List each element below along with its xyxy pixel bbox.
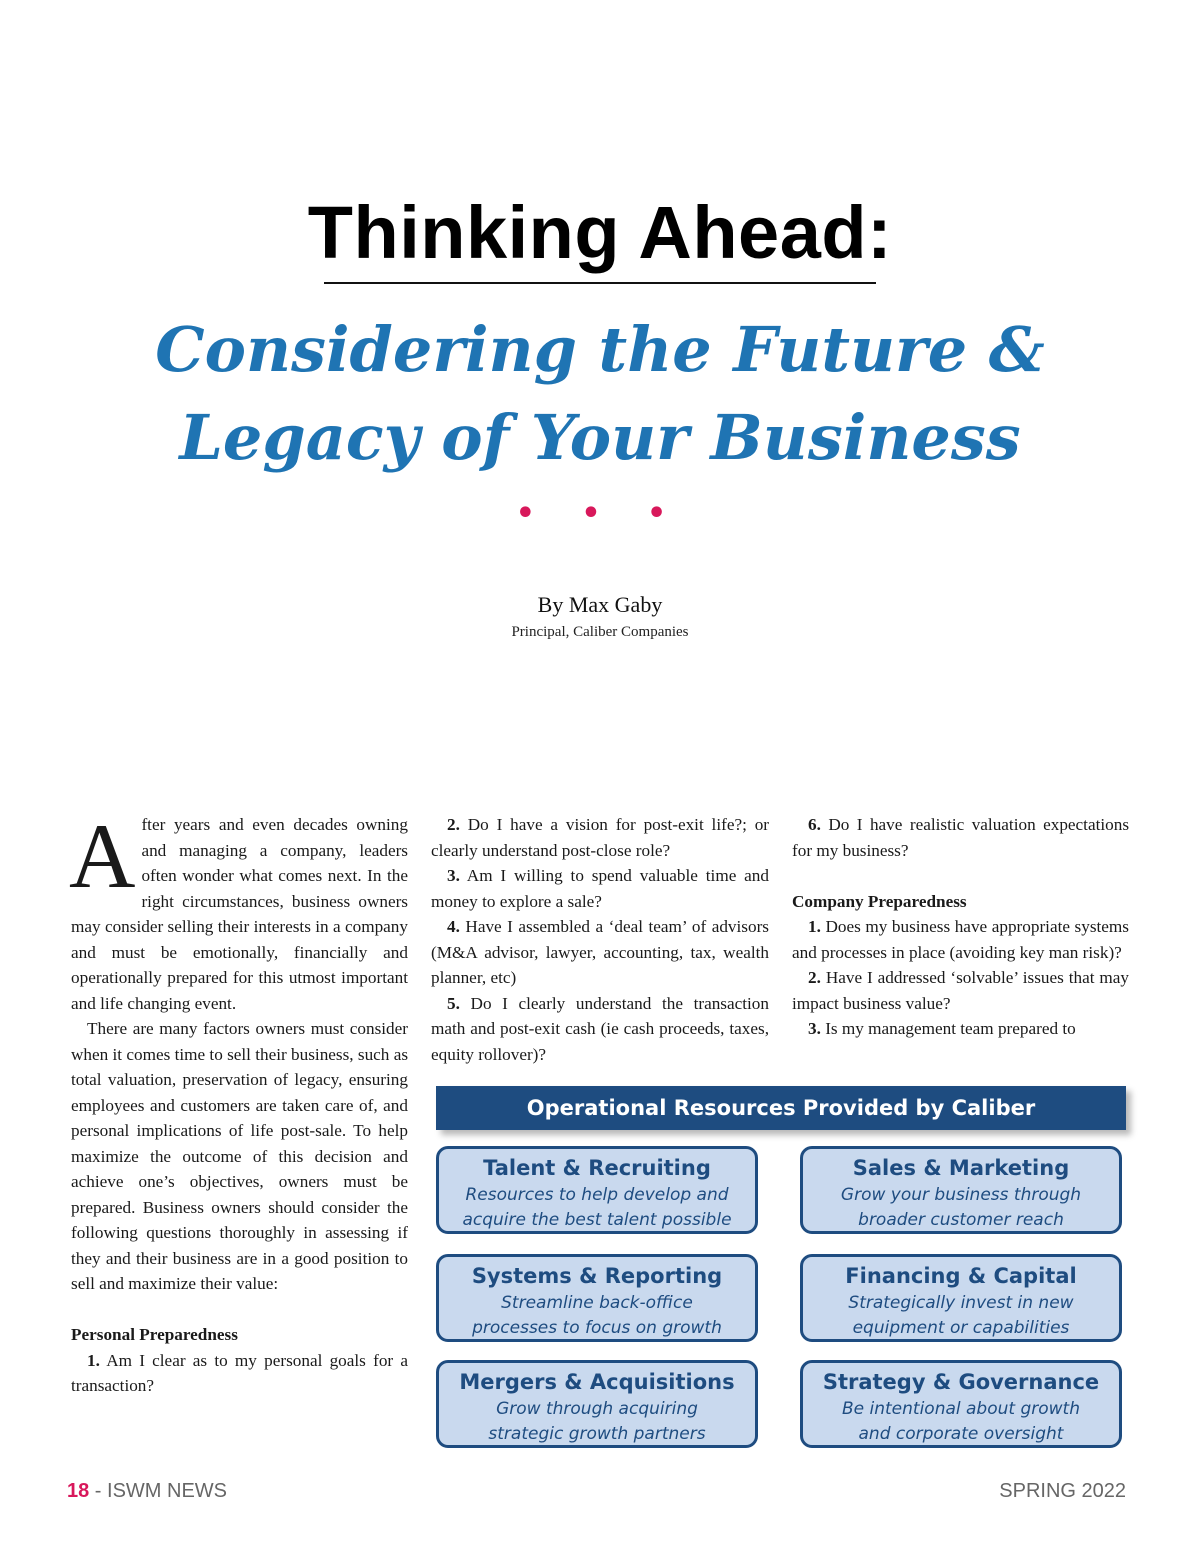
article-title: Thinking Ahead:	[307, 191, 893, 274]
resource-desc-line1: Streamline back-office	[501, 1293, 693, 1313]
question-item	[431, 991, 769, 1068]
resource-desc-line2: processes to focus on growth	[472, 1318, 722, 1338]
question-number: 2.	[808, 968, 821, 987]
article-subtitle	[0, 306, 1200, 482]
footer-issue: SPRING 2022	[999, 1480, 1126, 1502]
question-item	[792, 914, 1129, 965]
resources-banner: Operational Resources Provided by Caliber	[436, 1086, 1126, 1130]
question-number: 5.	[447, 993, 460, 1013]
decorative-dots: • • •	[515, 496, 685, 531]
page-number: 18	[67, 1480, 90, 1502]
question-number: 3.	[808, 1019, 821, 1038]
question-text: Do I clearly understand the transaction math and post-exit cash (ie cash proceeds, taxes, equity rollover)?	[431, 993, 769, 1064]
question-number: 2.	[447, 815, 460, 834]
resource-title: Talent & Recruiting	[483, 1156, 711, 1180]
resource-box-systems	[436, 1254, 758, 1342]
intro-text: fter years and even decades owning and managing a company, leaders often wonder what comes next. In the right circumstances, business owners may consider selling their interests in a company and must be emotionally, financially and operationally prepared for this utmost important and life changing event.	[71, 815, 408, 1013]
resource-desc-line1: Be intentional about growth	[841, 1399, 1080, 1419]
resource-title: Strategy & Governance	[822, 1370, 1100, 1394]
resource-title: Mergers & Acquisitions	[459, 1370, 735, 1394]
column-3	[792, 812, 1129, 1042]
resource-box-strategy	[800, 1360, 1122, 1448]
body-paragraph: There are many factors owners must consider when it comes time to sell their business, such as total valuation, preservation of legacy, ensuring employees and customers are taken care of, and personal implications of life post-sale. To help maximize the outcome of this decision and achieve one’s objectives, owners must be prepared. Business owners should consider the following questions thoroughly in assessing if they and their business are in a good position to sell and maximize their value:	[71, 1019, 409, 1293]
intro-paragraph	[69, 805, 408, 1016]
resource-desc-line2: strategic growth partners	[488, 1424, 706, 1444]
resource-box-financing	[800, 1254, 1122, 1342]
question-text: Does my business have appropriate systems and processes in place (avoiding key man risk)?	[792, 917, 1129, 962]
question-text: Am I clear as to my personal goals for a transaction?	[71, 1350, 408, 1395]
question-number: 4.	[447, 917, 460, 936]
question-item	[431, 863, 769, 914]
footer-publication	[67, 1480, 227, 1503]
column-1	[69, 805, 409, 1399]
publication-name: - ISWM NEWS	[89, 1480, 228, 1502]
question-text: Am I willing to spend valuable time and money to explore a sale?	[431, 866, 769, 911]
column-2	[431, 812, 769, 1067]
section-heading-company: Company Preparedness	[792, 891, 967, 911]
resource-desc-line1: Grow through acquiring	[496, 1399, 698, 1419]
resource-desc-line1: Strategically invest in new	[848, 1293, 1074, 1313]
resource-title: Financing & Capital	[845, 1264, 1077, 1288]
resource-title: Systems & Reporting	[471, 1264, 723, 1288]
resource-desc-line1: Grow your business through	[840, 1185, 1082, 1205]
resource-desc-line2: equipment or capabilities	[852, 1318, 1070, 1338]
author-byline: By Max Gaby	[537, 592, 663, 617]
resource-title: Sales & Marketing	[852, 1156, 1070, 1180]
resource-desc-line2: broader customer reach	[858, 1210, 1064, 1230]
subtitle-line-1: Considering the Future &	[155, 313, 1045, 386]
question-item	[792, 965, 1129, 1016]
question-item	[792, 1016, 1129, 1042]
section-heading-personal: Personal Preparedness	[71, 1325, 238, 1344]
question-number: 1.	[87, 1350, 100, 1370]
resource-desc-line2: acquire the best talent possible	[462, 1210, 732, 1230]
question-number: 1.	[808, 917, 821, 936]
question-number: 3.	[447, 866, 460, 885]
resource-desc-line1: Resources to help develop and	[465, 1185, 729, 1205]
resource-box-sales	[800, 1146, 1122, 1234]
question-text: Do I have a vision for post-exit life?; or clearly understand post-close role?	[431, 815, 770, 860]
question-text: Have I addressed ‘solvable’ issues that may impact business value?	[792, 968, 1130, 1013]
drop-cap: A	[69, 805, 136, 907]
resource-box-mergers	[436, 1360, 758, 1448]
question-item	[431, 914, 769, 991]
resource-box-talent	[436, 1146, 758, 1234]
subtitle-line-2: Legacy of Your Business	[179, 401, 1021, 474]
question-item	[71, 1348, 408, 1399]
question-text: Do I have realistic valuation expectations for my business?	[792, 815, 1130, 860]
question-text: Is my management team prepared to	[825, 1019, 1076, 1038]
question-item	[431, 812, 769, 863]
title-underline	[324, 282, 876, 284]
author-role: Principal, Caliber Companies	[511, 624, 689, 640]
question-number: 6.	[808, 815, 821, 834]
resource-desc-line2: and corporate oversight	[858, 1424, 1064, 1444]
question-text: Have I assembled a ‘deal team’ of advisors (M&A advisor, lawyer, accounting, tax, wealth planner, etc)	[431, 917, 770, 987]
question-item	[792, 812, 1129, 863]
